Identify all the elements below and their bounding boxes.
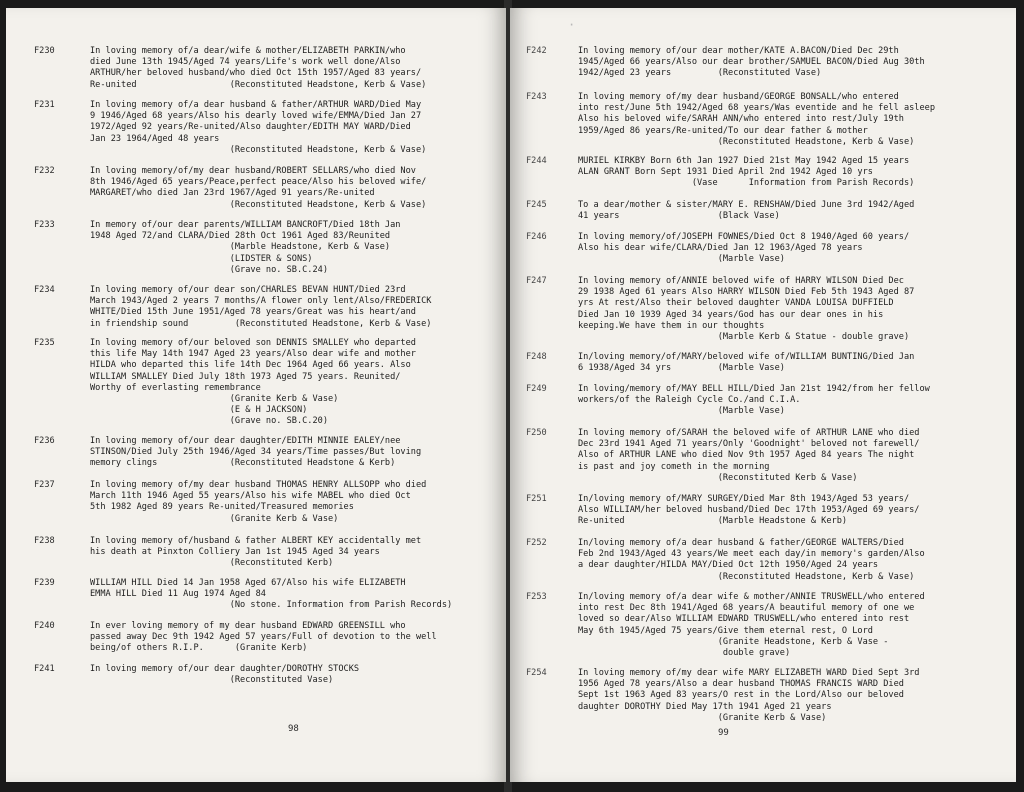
entry-text: In/loving memory of/a dear wife & mother/ANNIE TRUSWELL/who entered into rest Dec 8th 1941/Aged 68 years/A beautiful memory of one we loved so dear/Also WILLIAM EDWARD TRUSWELL/who entered into rest May 6th 1945/Aged 75 years/Give them eternal rest, O Lord (Granite Headstone, Kerb & Vase - double grave) bbox=[578, 592, 925, 659]
entry-text: In loving memory/of/my dear husband/ROBERT SELLARS/who died Nov 8th 1946/Aged 65 years/Peace,perfect peace/Also his beloved wife/ MARGARET/who died Jan 23rd 1967/Aged 91 years/Re-united (Reconstituted Headstone, Kerb & Vase) bbox=[90, 166, 427, 210]
entry-number: F249 bbox=[526, 384, 547, 394]
entry-text: In loving memory of/my dear wife MARY ELIZABETH WARD Died Sept 3rd 1956 Aged 78 years/Also a dear husband THOMAS FRANCIS WARD Died Sept 1st 1963 Aged 83 years/O rest in the Lord/Also our beloved daughter DOROTHY Died May 17th 1941 Aged 21 years (Granite Kerb & Vase) bbox=[578, 668, 920, 723]
entry-number: F233 bbox=[34, 220, 55, 230]
entry-text: To a dear/mother & sister/MARY E. RENSHAW/Died June 3rd 1942/Aged 41 years (Black Vase) bbox=[578, 200, 915, 222]
pencil-mark: · bbox=[568, 18, 576, 32]
entry-number: F254 bbox=[526, 668, 547, 678]
entry-text: In loving memory of/our dear mother/KATE A.BACON/Died Dec 29th 1945/Aged 66 years/Also our dear brother/SAMUEL BACON/Died Aug 30th 1942/Aged 23 years (Reconstituted Vase) bbox=[578, 46, 925, 79]
entry-number: F241 bbox=[34, 664, 55, 674]
entry-text: In loving memory of/our dear daughter/DOROTHY STOCKS (Reconstituted Vase) bbox=[90, 664, 360, 686]
entry-number: F231 bbox=[34, 100, 55, 110]
entry-text: WILLIAM HILL Died 14 Jan 1958 Aged 67/Also his wife ELIZABETH EMMA HILL Died 11 Aug 1974 Aged 84 (No stone. Information from Parish Records) bbox=[90, 578, 453, 611]
entry-text: In loving memory of/my dear husband THOMAS HENRY ALLSOPP who died March 11th 1946 Aged 55 years/Also his wife MABEL who died Oct 5th 1982 Aged 89 years Re-united/Treasured memories (Granite Kerb & Vase) bbox=[90, 480, 427, 524]
entry-number: F250 bbox=[526, 428, 547, 438]
left-page bbox=[6, 8, 506, 782]
entry-text: In ever loving memory of my dear husband EDWARD GREENSILL who passed away Dec 9th 1942 Aged 57 years/Full of devotion to the well being/of others R.I.P. (Granite Kerb) bbox=[90, 621, 437, 654]
entry-text: In memory of/our dear parents/WILLIAM BANCROFT/Died 18th Jan 1948 Aged 72/and CLARA/Died 28th Oct 1961 Aged 83/Reunited (Marble Headstone, Kerb & Vase) (LIDSTER & SONS) (Grave no. SB.C.24) bbox=[90, 220, 401, 275]
entry-text: In loving memory of/my dear husband/GEORGE BONSALL/who entered into rest/June 5th 1942/Aged 68 years/Was eventide and he fell asleep Also his beloved wife/SARAH ANN/who entered into rest/July 19th 1959/Aged 86 years/Re-united/To our dear father & mother (Reconstituted Headstone, Kerb & Vase) bbox=[578, 92, 935, 147]
entry-text: In loving memory/of/JOSEPH FOWNES/Died Oct 8 1940/Aged 60 years/ Also his dear wife/CLARA/Died Jan 12 1963/Aged 78 years (Marble Vase) bbox=[578, 232, 910, 265]
entry-text: In loving memory of/a dear husband & father/ARTHUR WARD/Died May 9 1946/Aged 68 years/Also his dearly loved wife/EMMA/Died Jan 27 1972/Aged 92 years/Re-united/Also daughter/EDITH MAY WARD/Died Jan 23 1964/Aged 48 years (Reconstituted Headstone, Kerb & Vase) bbox=[90, 100, 427, 155]
entry-number: F242 bbox=[526, 46, 547, 56]
entry-number: F243 bbox=[526, 92, 547, 102]
entry-number: F234 bbox=[34, 285, 55, 295]
entry-number: F236 bbox=[34, 436, 55, 446]
entry-number: F246 bbox=[526, 232, 547, 242]
entry-number: F238 bbox=[34, 536, 55, 546]
right-page bbox=[510, 8, 1016, 782]
entry-text: MURIEL KIRKBY Born 6th Jan 1927 Died 21st May 1942 Aged 15 years ALAN GRANT Born Sept 1931 Died April 2nd 1942 Aged 10 yrs (Vase Information from Parish Records) bbox=[578, 156, 915, 189]
page-number: 99 bbox=[718, 728, 729, 738]
entry-number: F247 bbox=[526, 276, 547, 286]
entry-number: F232 bbox=[34, 166, 55, 176]
entry-text: In loving memory of/our beloved son DENNIS SMALLEY who departed this life May 14th 1947 Aged 23 years/Also dear wife and mother HILDA who departed this life 14th Dec 1964 Aged 66 years. Also WILLIAM SMALLEY Died July 18th 1973 Aged 75 years. Reunited/ Worthy of everlasting remembrance (Granite Kerb & Vase) (E & H JACKSON) (Grave no. SB.C.20) bbox=[90, 338, 416, 427]
entry-number: F253 bbox=[526, 592, 547, 602]
entry-text: In/loving memory/of/MARY/beloved wife of/WILLIAM BUNTING/Died Jan 6 1938/Aged 34 yrs (Marble Vase) bbox=[578, 352, 915, 374]
entry-number: F239 bbox=[34, 578, 55, 588]
entry-text: In loving memory of/ANNIE beloved wife of HARRY WILSON Died Dec 29 1938 Aged 61 years Also HARRY WILSON Died Feb 5th 1943 Aged 87 yrs At rest/Also their beloved daughter VANDA LOUISA DUFFIELD Died Jan 10 1939 Aged 34 years/God has our dear ones in his keeping.We have them in our thoughts (Marble Kerb & Statue - double grave) bbox=[578, 276, 915, 343]
entry-text: In loving memory of/SARAH the beloved wife of ARTHUR LANE who died Dec 23rd 1941 Aged 71 years/Only 'Goodnight' beloved not farewell/ Also of ARTHUR LANE who died Nov 9th 1957 Aged 84 years The night is past and joy cometh in the morning (Reconstituted Kerb & Vase) bbox=[578, 428, 920, 483]
entry-text: In/loving memory of/MARY SURGEY/Died Mar 8th 1943/Aged 53 years/ Also WILLIAM/her beloved husband/Died Dec 17th 1953/Aged 69 years/ Re-united (Marble Headstone & Kerb) bbox=[578, 494, 920, 527]
entry-number: F230 bbox=[34, 46, 55, 56]
entry-text: In/loving memory of/a dear husband & father/GEORGE WALTERS/Died Feb 2nd 1943/Aged 43 years/We meet each day/in memory's garden/Also a dear daughter/HILDA MAY/Died Oct 12th 1950/Aged 24 years (Reconstituted Headstone, Kerb & Vase) bbox=[578, 538, 925, 582]
entry-number: F252 bbox=[526, 538, 547, 548]
entry-number: F240 bbox=[34, 621, 55, 631]
entry-number: F245 bbox=[526, 200, 547, 210]
entry-text: In loving memory of/husband & father ALBERT KEY accidentally met his death at Pinxton Colliery Jan 1st 1945 Aged 34 years (Reconstituted Kerb) bbox=[90, 536, 422, 569]
entry-number: F248 bbox=[526, 352, 547, 362]
entry-text: In loving memory of/a dear/wife & mother/ELIZABETH PARKIN/who died June 13th 1945/Aged 74 years/Life's work well done/Also ARTHUR/her beloved husband/who died Oct 15th 1957/Aged 83 years/ Re-united (Reconstituted Headstone, Kerb & Vase) bbox=[90, 46, 427, 90]
entry-number: F237 bbox=[34, 480, 55, 490]
entry-text: In loving/memory of/MAY BELL HILL/Died Jan 21st 1942/from her fellow workers/of the Raleigh Cycle Co./and C.I.A. (Marble Vase) bbox=[578, 384, 930, 417]
entry-text: In loving memory of/our dear son/CHARLES BEVAN HUNT/Died 23rd March 1943/Aged 2 years 7 months/A flower only lent/Also/FREDERICK WHITE/Died 15th June 1951/Aged 78 years/Great was his heart/and in friendship sound (Reconstituted Headstone, Kerb & Vase) bbox=[90, 285, 432, 329]
entry-number: F251 bbox=[526, 494, 547, 504]
entry-number: F244 bbox=[526, 156, 547, 166]
page-number: 98 bbox=[288, 724, 299, 734]
entry-number: F235 bbox=[34, 338, 55, 348]
entry-text: In loving memory of/our dear daughter/EDITH MINNIE EALEY/nee STINSON/Died July 25th 1946/Aged 34 years/Time passes/But loving memory clings (Reconstituted Headstone & Kerb) bbox=[90, 436, 422, 469]
